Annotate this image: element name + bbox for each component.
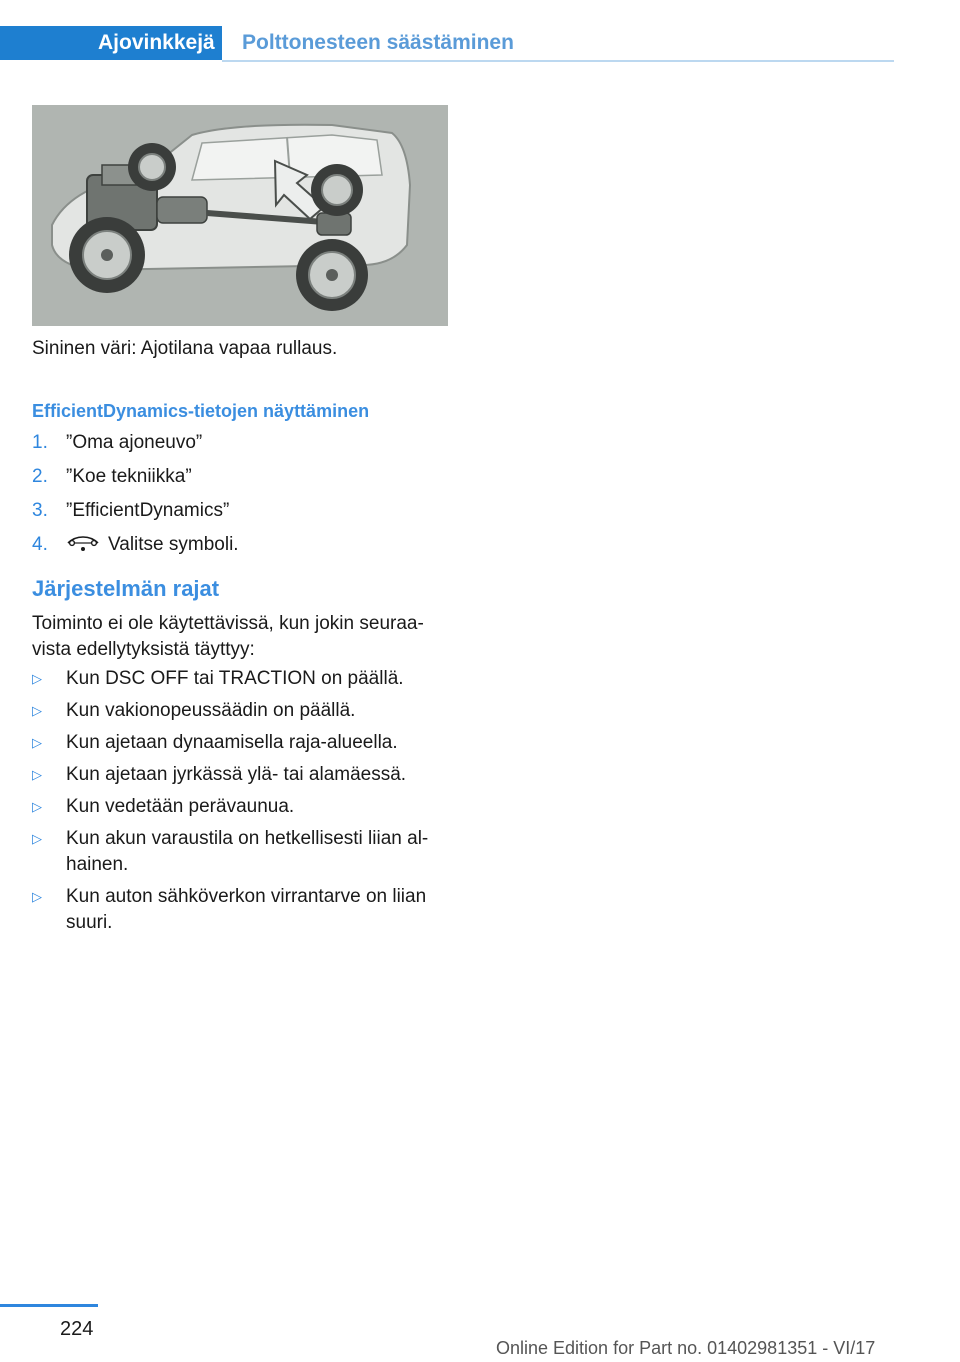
triangle-bullet-icon: ▷ (32, 671, 42, 686)
footer-edition-text: Online Edition for Part no. 01402981351 - VI/17 (496, 1338, 876, 1358)
list-item (32, 730, 452, 756)
list-item (32, 794, 452, 820)
condition-text: Kun auton sähköverkon virrantarve on liian suuri. (66, 886, 427, 933)
condition-text: Kun vakionopeussäädin on päällä. (66, 700, 356, 721)
condition-text: Kun DSC OFF tai TRACTION on päällä. (66, 668, 404, 689)
list-item (32, 698, 452, 724)
car-illustration-svg (32, 105, 448, 326)
header-divider (222, 60, 894, 62)
car-drivetrain-illustration (32, 105, 448, 326)
condition-text: Kun vedetään perävaunua. (66, 796, 295, 817)
triangle-bullet-icon: ▷ (32, 735, 42, 750)
triangle-bullet-icon: ▷ (32, 799, 42, 814)
tab-ajovinkkeja[interactable]: Ajovinkkejä (0, 26, 222, 60)
section-title-system-limits: Järjestelmän rajat (32, 576, 220, 601)
triangle-bullet-icon: ▷ (32, 889, 42, 904)
condition-text: Kun ajetaan dynaamisella raja-alueella. (66, 732, 398, 753)
list-item (32, 666, 452, 692)
footer-rule (0, 1304, 98, 1307)
step-number: 2. (32, 466, 48, 487)
car-symbol-icon (66, 534, 100, 552)
condition-text: Kun akun varaustila on hetkellisesti liian al-hainen. (66, 828, 429, 875)
triangle-bullet-icon: ▷ (32, 703, 42, 718)
triangle-bullet-icon: ▷ (32, 767, 42, 782)
figure-caption: Sininen väri: Ajotilana vapaa rullaus. (32, 338, 338, 359)
tab-polttonesteen-saastaminen[interactable]: Polttonesteen säästäminen (242, 31, 514, 54)
triangle-bullet-icon: ▷ (32, 831, 42, 846)
step-text: ”Oma ajoneuvo” (66, 432, 203, 453)
step-label: Valitse symboli. (108, 534, 239, 555)
conditions-list (32, 666, 452, 942)
efficient-dynamics-heading: EfficientDynamics-tietojen näyttäminen (32, 401, 370, 421)
system-limits-intro: Toiminto ei ole käytettävissä, kun jokin seuraa-vista edellytyksistä täyttyy: (32, 613, 424, 660)
list-item (32, 826, 452, 878)
step-text: ”Koe tekniikka” (66, 466, 192, 487)
step-text (66, 532, 239, 558)
step-number: 3. (32, 500, 48, 521)
page-header (0, 0, 960, 62)
step-number: 1. (32, 432, 48, 453)
condition-text: Kun ajetaan jyrkässä ylä- tai alamäessä. (66, 764, 407, 785)
list-item (32, 762, 452, 788)
page-number: 224 (60, 1318, 94, 1340)
list-item (32, 884, 452, 936)
step-text: ”EfficientDynamics” (66, 500, 230, 521)
step-number: 4. (32, 534, 48, 555)
